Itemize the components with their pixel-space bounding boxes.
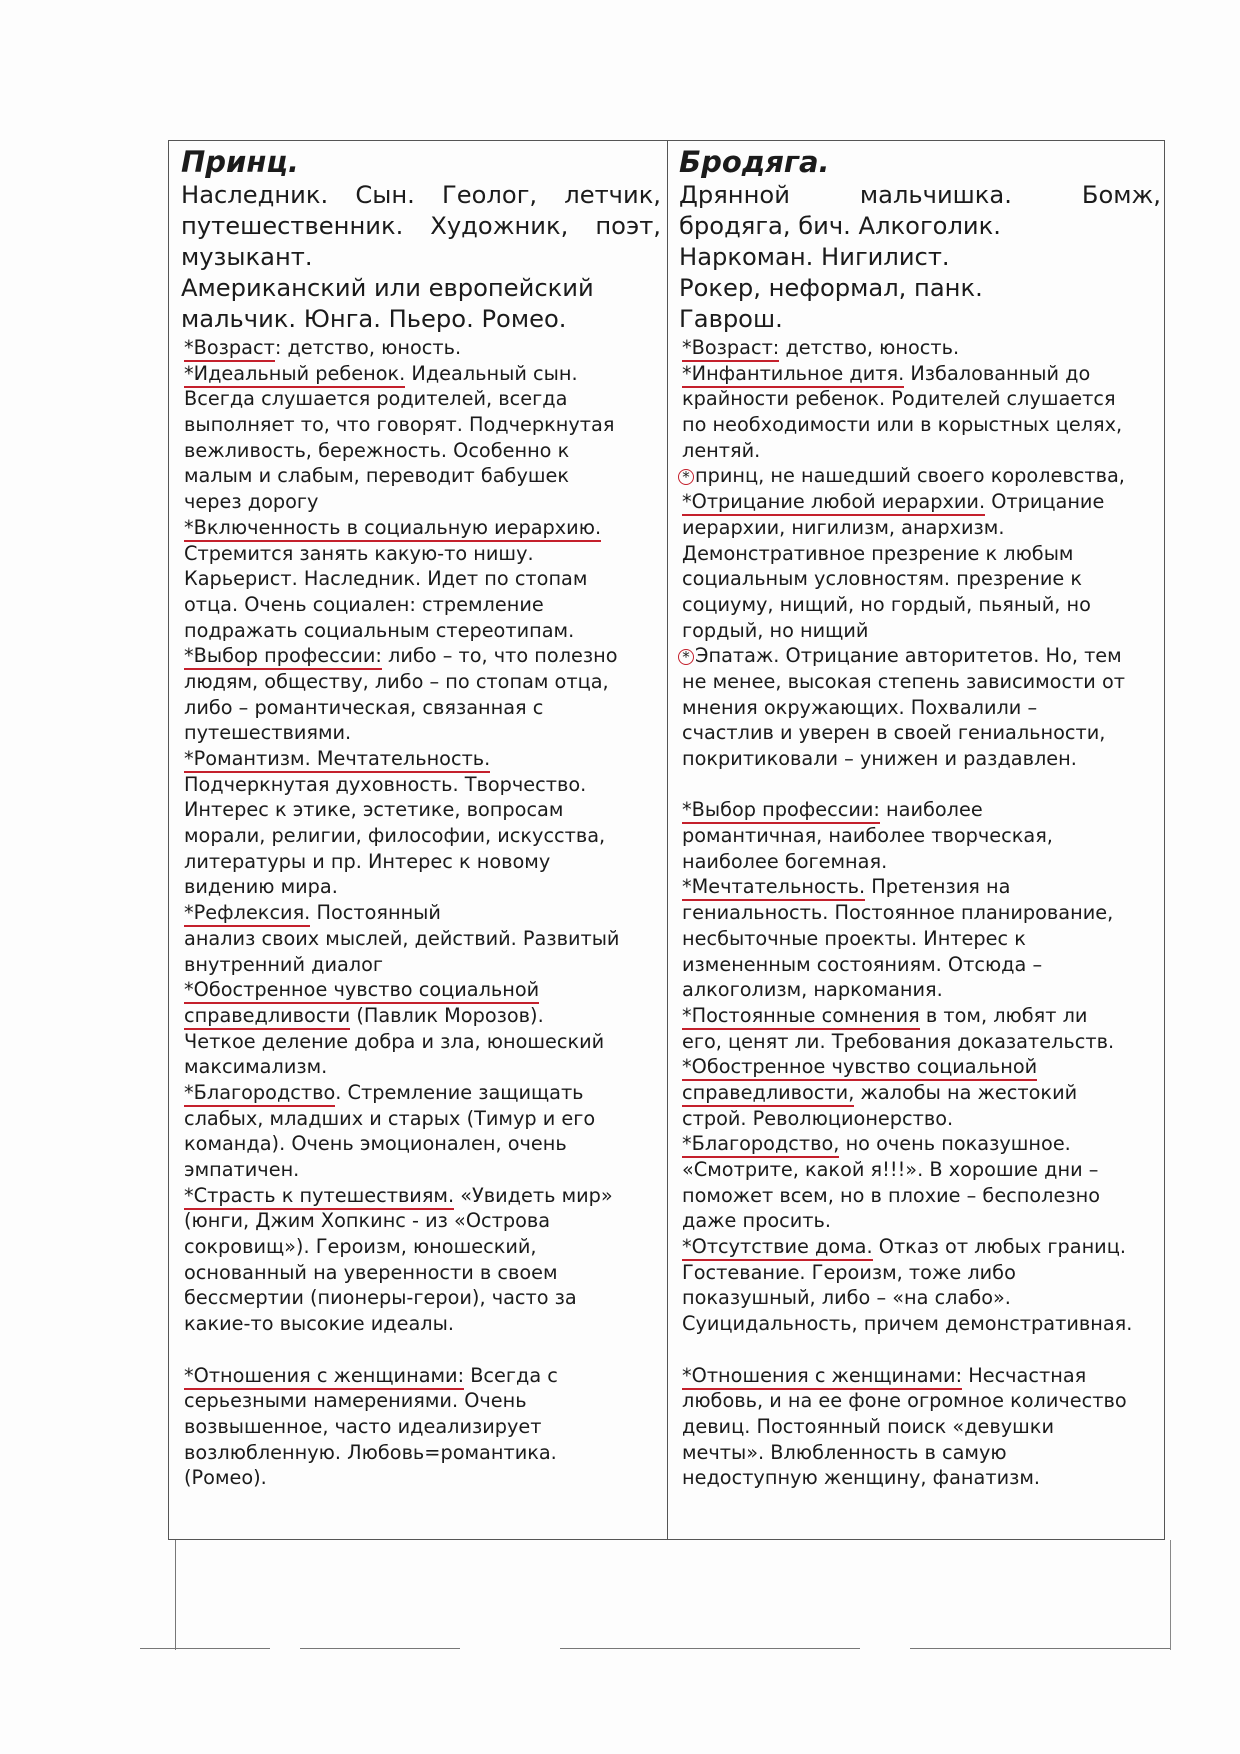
underlined-heading: *Отсутствие дома.	[682, 1235, 873, 1261]
text-line	[181, 361, 661, 387]
line-text: людям, обществу, либо – по стопам отца,	[184, 669, 609, 693]
text-line	[181, 1260, 661, 1286]
intro-line: Американский или европейский	[181, 274, 594, 302]
line-text: Постоянный	[310, 901, 441, 925]
text-line	[181, 541, 661, 567]
scan-edge-line	[300, 1648, 460, 1649]
line-text: романтичная, наиболее творческая,	[682, 824, 1053, 848]
text-line	[679, 438, 1161, 464]
intro-line: Наркоман. Нигилист.	[679, 243, 950, 271]
line-text: путешествиями.	[184, 721, 352, 745]
intro-line: Дрянной мальчишка. Бомж,	[679, 181, 1161, 209]
text-line	[679, 1054, 1161, 1080]
text-line	[679, 952, 1161, 978]
line-text: какие-то высокие идеалы.	[184, 1312, 454, 1336]
text-line	[181, 1183, 661, 1209]
line-text: Идеальный сын.	[405, 361, 578, 385]
text-line	[679, 1414, 1161, 1440]
line-text: Демонстративное презрение к любым	[682, 541, 1074, 565]
line-text: Подчеркнутая духовность. Творчество.	[184, 772, 587, 796]
line-text: Интерес к этике, эстетике, вопросам	[184, 798, 564, 822]
line-text: мнения окружающих. Похвалили –	[682, 695, 1038, 719]
line-text: наиболее богемная.	[682, 849, 888, 873]
text-line	[181, 1363, 661, 1389]
column-title: Принц.	[181, 145, 299, 179]
intro-line: музыкант.	[181, 243, 313, 271]
text-line	[181, 772, 661, 798]
line-text: Всегда с	[464, 1363, 558, 1387]
line-text: либо – романтическая, связанная с	[184, 695, 544, 719]
text-line	[181, 926, 661, 952]
intro-line: путешественник. Художник, поэт,	[181, 212, 661, 240]
text-line	[679, 592, 1161, 618]
text-line	[181, 1414, 661, 1440]
line-text: команда). Очень эмоционален, очень	[184, 1132, 567, 1156]
line-text: анализ своих мыслей, действий. Развитый	[184, 926, 620, 950]
line-text: «Смотрите, какой я!!!». В хорошие дни –	[682, 1158, 1099, 1181]
line-text: морали, религии, философии, искусства,	[184, 824, 606, 848]
intro-line: мальчик. Юнга. Пьеро. Ромео.	[181, 305, 567, 333]
text-line	[181, 618, 661, 644]
underlined-heading: *Отрицание любой иерархии.	[682, 490, 985, 516]
underlined-heading: *Отношения с женщинами:	[682, 1364, 962, 1390]
text-line	[181, 592, 661, 618]
column-prince	[181, 144, 661, 1491]
line-text: эмпатичен.	[184, 1158, 300, 1181]
text-line	[181, 1337, 661, 1363]
underlined-heading: *Романтизм. Мечтательность.	[184, 747, 490, 773]
text-line	[181, 566, 661, 592]
underlined-heading: *Возраст:	[682, 336, 779, 362]
scan-edge-line	[1170, 1540, 1171, 1650]
line-text: вежливость, бережность. Особенно к	[184, 438, 570, 462]
line-text: Отрицание	[985, 490, 1105, 514]
text-line	[679, 1131, 1161, 1157]
text-line	[679, 1337, 1161, 1363]
underlined-heading: справедливости	[184, 1004, 350, 1030]
line-text: поможет всем, но в плохие – бесполезно	[682, 1183, 1101, 1207]
line-text: даже просить.	[682, 1209, 832, 1233]
text-line	[181, 386, 661, 412]
underlined-heading: *Страсть к путешествиям.	[184, 1184, 454, 1210]
line-text: (юнги, Джим Хопкинс - из «Острова	[184, 1209, 551, 1233]
underlined-heading: *Отношения с женщинами:	[184, 1364, 464, 1390]
line-text: через дорогу	[184, 490, 319, 514]
text-line	[679, 1363, 1161, 1389]
line-text: Эпатаж. Отрицание авторитетов. Но, тем	[695, 644, 1122, 668]
text-line	[181, 720, 661, 746]
scan-edge-line	[140, 1648, 270, 1649]
text-line	[679, 926, 1161, 952]
underlined-heading: *Обостренное чувство социальной	[184, 978, 539, 1004]
text-line	[679, 772, 1161, 798]
line-text: максимализм.	[184, 1055, 328, 1079]
line-text: алкоголизм, наркомания.	[682, 978, 943, 1002]
line-text: возвышенное, часто идеализирует	[184, 1414, 542, 1438]
line-text: отца. Очень социален: стремление	[184, 592, 544, 616]
text-line	[181, 900, 661, 926]
text-line	[679, 361, 1161, 387]
line-text: по необходимости или в корыстных целях,	[682, 413, 1123, 437]
text-line	[181, 823, 661, 849]
line-text: измененным состояниям. Отсюда –	[682, 952, 1043, 976]
line-text: Претензия на	[865, 875, 1011, 899]
text-line	[679, 874, 1161, 900]
text-line	[679, 463, 1161, 489]
underlined-heading: *Благородство	[184, 1081, 335, 1107]
line-text: серьезными намерениями. Очень	[184, 1389, 527, 1413]
line-text: Четкое деление добра и зла, юношеский	[184, 1029, 605, 1053]
text-line	[679, 1388, 1161, 1414]
column-tramp	[679, 144, 1161, 1491]
line-text: возлюбленную. Любовь=романтика.	[184, 1440, 557, 1464]
line-text: Суицидальность, причем демонстративная.	[682, 1312, 1133, 1336]
text-line	[181, 977, 661, 1003]
text-line	[181, 1029, 661, 1055]
line-text: покритиковали – унижен и раздавлен.	[682, 747, 1077, 770]
text-line	[181, 1003, 661, 1029]
text-line	[679, 1440, 1161, 1466]
underlined-heading: *Обостренное чувство социальной	[682, 1055, 1037, 1081]
line-text: строй. Революционерство.	[682, 1106, 954, 1130]
line-text: показушный, либо – «на слабо».	[682, 1286, 1011, 1310]
line-text: наиболее	[879, 798, 983, 822]
underlined-heading: *Включенность в социальную иерархию.	[184, 516, 601, 542]
text-line	[679, 489, 1161, 515]
text-line	[181, 1440, 661, 1466]
line-text: мечты». Влюбленность в самую	[682, 1440, 1007, 1464]
text-line	[181, 874, 661, 900]
text-line	[181, 515, 661, 541]
line-text: гордый, но нищий	[682, 618, 869, 642]
text-line	[679, 386, 1161, 412]
text-line	[181, 412, 661, 438]
line-text: крайности ребенок. Родителей слушается	[682, 387, 1116, 411]
text-line	[679, 1260, 1161, 1286]
text-line	[181, 849, 661, 875]
text-line	[181, 643, 661, 669]
intro-line: Гаврош.	[679, 305, 783, 333]
line-text: подражать социальным стереотипам.	[184, 618, 575, 642]
text-line	[679, 695, 1161, 721]
text-line	[679, 1003, 1161, 1029]
text-line	[679, 515, 1161, 541]
text-line	[679, 1234, 1161, 1260]
line-text: иерархии, нигилизм, анархизм.	[682, 515, 1005, 539]
line-text: Стремится занять какую-то нишу.	[184, 541, 534, 565]
line-text: девиц. Постоянный поиск «девушки	[682, 1414, 1054, 1438]
line-text: основанный на уверенности в своем	[184, 1260, 558, 1284]
underlined-heading: *Возраст	[184, 336, 275, 362]
text-line	[181, 695, 661, 721]
text-line	[679, 1208, 1161, 1234]
line-text: социальным условностям. презрение к	[682, 567, 1083, 591]
line-text: гениальность. Постоянное планирование,	[682, 901, 1114, 925]
text-line	[679, 566, 1161, 592]
line-text: (Павлик Морозов).	[350, 1003, 544, 1027]
text-line	[679, 1311, 1161, 1337]
text-line	[679, 1465, 1161, 1491]
line-text: но очень показушное.	[839, 1132, 1071, 1156]
text-line	[679, 1080, 1161, 1106]
underlined-heading: *Идеальный ребенок.	[184, 362, 405, 388]
text-line	[181, 1208, 661, 1234]
line-text: видению мира.	[184, 875, 338, 899]
underlined-heading: *Выбор профессии:	[184, 644, 382, 670]
line-text: недоступную женщину, фанатизм.	[682, 1466, 1041, 1490]
text-line	[181, 1234, 661, 1260]
line-text: выполняет то, что говорят. Подчеркнутая	[184, 413, 615, 437]
underlined-heading: *Постоянные сомнения	[682, 1004, 920, 1030]
line-text: не менее, высокая степень зависимости от	[682, 669, 1125, 693]
text-line	[181, 1080, 661, 1106]
text-line	[181, 438, 661, 464]
line-text: сокровищ»). Героизм, юношеский,	[184, 1235, 537, 1259]
text-line	[679, 643, 1161, 669]
text-line	[679, 1106, 1161, 1132]
scan-edge-line	[175, 1540, 176, 1650]
column-title: Бродяга.	[679, 145, 830, 179]
line-text: «Увидеть мир»	[454, 1183, 613, 1207]
line-text: счастлив и уверен в своей гениальности,	[682, 721, 1106, 745]
text-line	[679, 797, 1161, 823]
underlined-heading: *Инфантильное дитя.	[682, 362, 904, 388]
line-text: социуму, нищий, но гордый, пьяный, но	[682, 592, 1091, 616]
line-text: Несчастная	[962, 1363, 1087, 1387]
line-text: Всегда слушается родителей, всегда	[184, 387, 568, 411]
text-line	[181, 746, 661, 772]
text-line	[181, 1131, 661, 1157]
text-line	[181, 335, 661, 361]
line-text: слабых, младших и старых (Тимур и его	[184, 1106, 596, 1130]
line-text: литературы и пр. Интерес к новому	[184, 849, 551, 873]
text-line	[679, 669, 1161, 695]
line-text: детство, юность.	[779, 336, 960, 359]
text-line	[679, 849, 1161, 875]
text-line	[181, 1054, 661, 1080]
text-line	[181, 1285, 661, 1311]
text-line	[679, 900, 1161, 926]
line-text: жалобы на жестокий	[854, 1080, 1078, 1104]
line-text: его, ценят ли. Требования доказательств.	[682, 1029, 1115, 1053]
line-text: (Ромео).	[184, 1466, 267, 1490]
underlined-heading: *Выбор профессии:	[682, 798, 880, 824]
line-text: Отказ от любых границ.	[872, 1235, 1126, 1259]
scan-edge-line	[910, 1648, 1170, 1649]
text-line	[679, 335, 1161, 361]
line-text: : детство, юность.	[274, 336, 462, 359]
text-line	[181, 952, 661, 978]
text-line	[679, 823, 1161, 849]
line-text: . Стремление защищать	[335, 1080, 584, 1104]
text-line	[181, 1388, 661, 1414]
line-text: Карьерист. Наследник. Идет по стопам	[184, 567, 588, 591]
text-line	[181, 797, 661, 823]
text-line	[679, 977, 1161, 1003]
line-text: в том, любят ли	[919, 1003, 1088, 1027]
line-text: любовь, и на ее фоне огромное количество	[682, 1389, 1127, 1413]
line-text: малым и слабым, переводит бабушек	[184, 464, 570, 488]
circled-asterisk-mark: *	[678, 469, 694, 485]
text-line	[679, 618, 1161, 644]
underlined-heading: *Мечтательность.	[682, 875, 865, 901]
text-line	[181, 1311, 661, 1337]
text-line	[181, 1106, 661, 1132]
text-line	[679, 412, 1161, 438]
line-text: Гостевание. Героизм, тоже либо	[682, 1260, 1016, 1284]
text-line	[181, 463, 661, 489]
line-text: либо – то, что полезно	[381, 644, 618, 668]
text-line	[679, 746, 1161, 772]
text-line	[679, 1157, 1161, 1183]
intro-line: Рокер, неформал, панк.	[679, 274, 983, 302]
text-line	[181, 669, 661, 695]
text-line	[679, 720, 1161, 746]
text-line	[181, 1465, 661, 1491]
underlined-heading: *Благородство,	[682, 1132, 839, 1158]
line-text: несбыточные проекты. Интерес к	[682, 926, 1026, 950]
underlined-heading: справедливости,	[682, 1081, 854, 1107]
line-text: внутренний диалог	[184, 952, 384, 976]
line-text: лентяй.	[682, 438, 761, 462]
circled-asterisk-mark: *	[678, 649, 694, 665]
line-text: Избалованный до	[904, 361, 1091, 385]
line-text: бессмертии (пионеры-герои), часто за	[184, 1286, 577, 1310]
scan-edge-line	[560, 1648, 860, 1649]
underlined-heading: *Рефлексия.	[184, 901, 310, 927]
text-line	[181, 489, 661, 515]
text-line	[181, 1157, 661, 1183]
line-text: принц, не нашедший своего королевства,	[695, 464, 1125, 488]
text-line	[679, 1285, 1161, 1311]
intro-line: Наследник. Сын. Геолог, летчик,	[181, 181, 661, 209]
column-divider	[667, 140, 668, 1540]
intro-line: бродяга, бич. Алкоголик.	[679, 212, 1001, 240]
text-line	[679, 1183, 1161, 1209]
text-line	[679, 541, 1161, 567]
text-line	[679, 1029, 1161, 1055]
